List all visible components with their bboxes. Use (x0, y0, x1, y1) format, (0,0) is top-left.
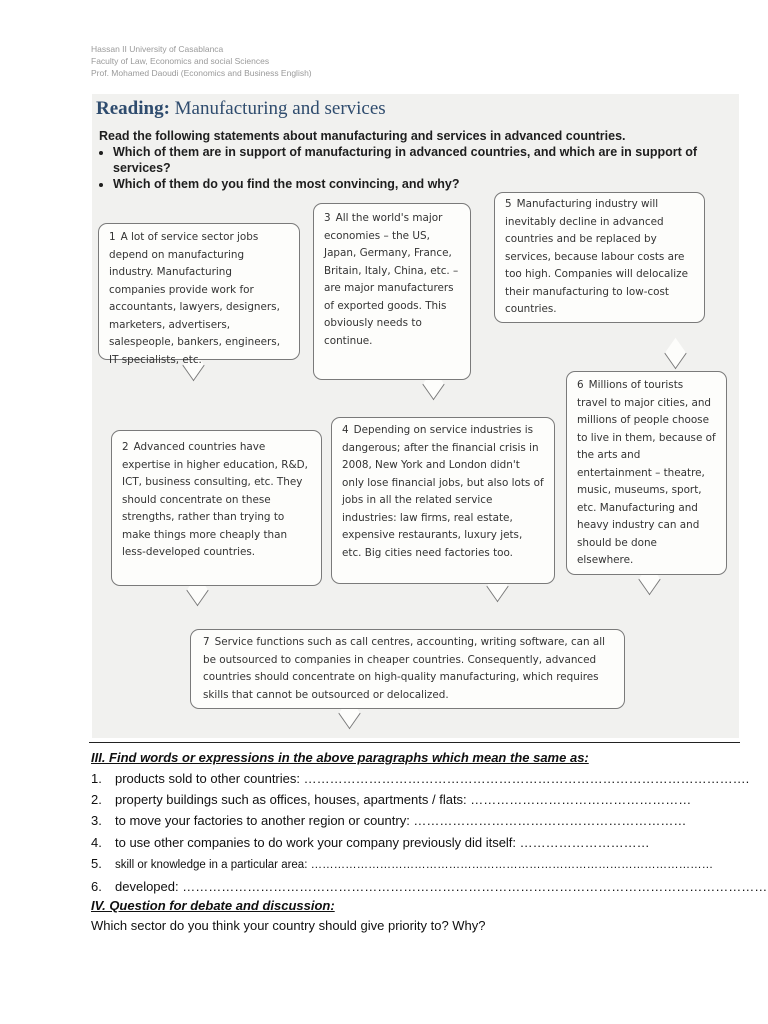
item-text: skill or knowledge in a particular area: …………………………………………………………………………………………… (115, 858, 714, 871)
statement-bubble-5 (494, 192, 705, 323)
document-header (91, 43, 312, 79)
statement-number: 6 (577, 379, 584, 391)
vocabulary-list (91, 768, 768, 897)
item-number: 2. (91, 792, 102, 808)
item-text: to move your factories to another region or country: ……………………………………………………… (115, 813, 687, 829)
reading-title (96, 98, 386, 120)
statement-number: 2 (122, 441, 129, 453)
item-number: 5. (91, 855, 102, 871)
vocabulary-item (91, 853, 714, 876)
item-text: property buildings such as offices, houses, apartments / flats: …………………………………………… (115, 792, 692, 808)
statement-bubble-4 (331, 417, 555, 584)
university-name: Hassan II University of Casablanca (91, 44, 224, 54)
item-text: products sold to other countries: …………………………………………………………………………………………. (115, 771, 750, 786)
statement-number: 5 (505, 198, 512, 210)
vocabulary-item (91, 768, 750, 789)
reading-title-prefix: Reading: (96, 98, 170, 119)
statement-bubble-2 (111, 430, 322, 586)
reading-title-rest: Manufacturing and services (169, 98, 386, 119)
statement-bubble-6 (566, 371, 727, 575)
faculty-name: Faculty of Law, Economics and social Sciences (91, 56, 270, 66)
statement-number: 7 (203, 636, 210, 648)
statement-number: 4 (342, 424, 349, 436)
professor-name: Prof. Mohamed Daoudi (Economics and Business English) (91, 68, 312, 78)
item-number: 6. (91, 879, 102, 895)
instruction-bullet: • Which of them do you find the most convincing, and why? (113, 176, 714, 192)
item-number: 4. (91, 834, 102, 850)
statement-text: Millions of tourists travel to major cities, and millions of people choose to live in them, because of the arts and entertainment – theatre, music, museums, sport, etc. Manufacturing and heavy industry can and should be done elsewhere. (577, 379, 716, 566)
statement-text: Depending on service industries is dangerous; after the financial crisis in 2008, New York and London didn't only lose financial jobs, but also lots of jobs in all the related service industries: law firms, real estate, expensive restaurants, luxury jets, etc. Big cities need factories too. (342, 424, 544, 559)
vocabulary-item (91, 789, 692, 810)
item-text: developed: ……………………………………………………………………………………………………………………… (115, 879, 768, 895)
instruction-bullets (99, 144, 714, 192)
statement-bubble-7 (190, 629, 625, 709)
section-4-title: IV. Question for debate and discussion: (91, 898, 335, 913)
statement-text: Manufacturing industry will inevitably decline in advanced countries and be replaced by services, because labour costs are too high. Companies will delocalize their manufacturing to low-cost countries. (505, 198, 689, 315)
statement-text: Service functions such as call centres, accounting, writing software, can all be outsourced to companies in cheaper countries. Consequently, advanced countries should concentrate on high-quality manufacturing, which requires skills that cannot be outsourced or delocalized. (203, 636, 606, 701)
section-3-title: III. Find words or expressions in the above paragraphs which mean the same as: (91, 750, 589, 765)
statement-text: A lot of service sector jobs depend on manufacturing industry. Manufacturing companies provide work for accountants, lawyers, designers, marketers, advertisers, salespeople, bankers, engineers, IT specialists, etc. (109, 231, 280, 366)
instruction-text: Read the following statements about manufacturing and services in advanced countries. (99, 129, 626, 143)
instruction-bullet: • Which of them are in support of manufacturing in advanced countries, and which are in support of services? (113, 144, 714, 176)
vocabulary-item (91, 832, 681, 853)
debate-question: Which sector do you think your country should give priority to? Why? (91, 918, 486, 933)
statement-bubble-3 (313, 203, 471, 380)
section-divider (89, 742, 740, 743)
statement-text: Advanced countries have expertise in higher education, R&D, ICT, business consulting, etc. They should concentrate on these strengths, rather than trying to make things more cheaply than less-developed countries. (122, 441, 308, 558)
vocabulary-item (91, 810, 687, 831)
item-number: 1. (91, 771, 102, 786)
item-text: to use other companies to do work your company previously did itself: ………………………… (115, 834, 650, 850)
reading-instructions (99, 128, 714, 192)
vocabulary-item (91, 876, 768, 897)
statement-number: 1 (109, 231, 116, 243)
statement-number: 3 (324, 212, 331, 224)
statement-text: All the world's major economies – the US, Japan, Germany, France, Britain, Italy, China, etc. – are major manufacturers of exported goods. This obviously needs to continue. (324, 212, 459, 347)
statement-bubble-1 (98, 223, 300, 366)
item-number: 3. (91, 813, 102, 829)
